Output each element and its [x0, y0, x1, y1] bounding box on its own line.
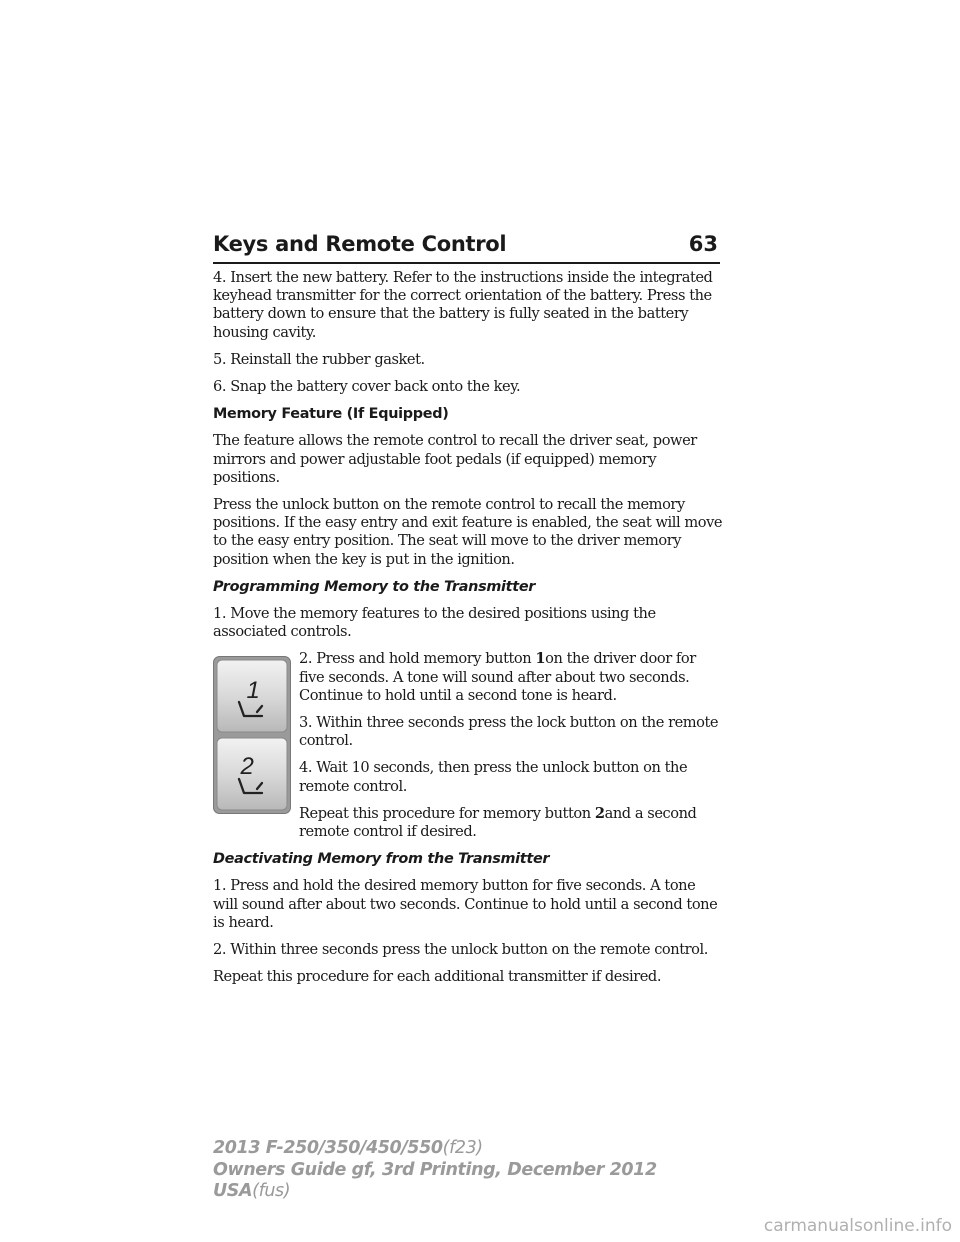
deactivating-repeat: Repeat this procedure for each additional transmitter if desired.: [213, 968, 662, 986]
memory-button-2: [217, 738, 287, 810]
figure-side-text: [299, 650, 723, 841]
footer-model: 2013 F-250/350/450/550: [213, 1138, 443, 1158]
memory-button-2-label: 2: [240, 753, 254, 781]
deactivating-step-1: 1. Press and hold the desired memory button for five seconds. A tone will sound after about two seconds. Continue to hold until a second tone is heard.: [213, 877, 718, 931]
memory-feature-para-1: The feature allows the remote control to recall the driver seat, power mirrors and power adjustable foot pedals (if equipped) memory positions.: [213, 432, 697, 486]
footer-market-code: (fus): [252, 1181, 291, 1201]
step-2-post: on the driver door for five seconds. A tone will sound after about two seconds. Continue to hold until a second tone is heard.: [299, 650, 696, 704]
footer-line-3: [213, 1181, 657, 1203]
programming-step-3: 3. Within three seconds press the lock button on the remote control.: [299, 714, 719, 750]
page-content: [213, 269, 723, 996]
battery-step-4: 4. Insert the new battery. Refer to the instructions inside the integrated keyhead transmitter for the correct orientation of the battery. Press the battery down to ensure that the battery is fully seated in the battery housing cavity.: [213, 269, 713, 341]
step-2-pre: 2. Press and hold memory button: [299, 650, 536, 668]
memory-feature-heading: Memory Feature (If Equipped): [213, 406, 449, 423]
programming-step-1: 1. Move the memory features to the desired positions using the associated controls.: [213, 605, 656, 641]
programming-heading: Programming Memory to the Transmitter: [213, 578, 536, 595]
memory-button-1-label: 1: [246, 677, 260, 705]
section-title: Keys and Remote Control: [213, 232, 507, 256]
footer-line-1: [213, 1138, 657, 1160]
page-footer: [213, 1138, 657, 1203]
footer-market: USA: [213, 1181, 253, 1201]
deactivating-heading: Deactivating Memory from the Transmitter: [213, 851, 550, 868]
repeat-post: and a second remote control if desired.: [299, 804, 697, 841]
repeat-button-number: 2: [594, 804, 605, 822]
programming-repeat: [299, 805, 723, 841]
memory-feature-para-2: Press the unlock button on the remote control to recall the memory positions. If the easy entry and exit feature is enabled, the seat will move to the easy entry position. The seat will move to the driver memory position when the key is put in the ignition.: [213, 496, 723, 568]
step-2-button-number: 1: [535, 650, 546, 668]
memory-button-figure-block: [213, 650, 723, 841]
battery-step-6: 6. Snap the battery cover back onto the key.: [213, 378, 521, 396]
repeat-pre: Repeat this procedure for memory button: [299, 804, 595, 822]
programming-step-4: 4. Wait 10 seconds, then press the unlock button on the remote control.: [299, 759, 688, 795]
deactivating-step-2: 2. Within three seconds press the unlock button on the remote control.: [213, 941, 708, 959]
page-number: 63: [688, 232, 718, 256]
footer-line-2: Owners Guide gf, 3rd Printing, December 2012: [213, 1159, 657, 1180]
programming-step-2: [299, 650, 723, 705]
memory-button-1: [217, 660, 287, 732]
watermark: carmanualsonline.info: [763, 1216, 952, 1236]
footer-model-code: (f23): [442, 1138, 483, 1158]
memory-buttons-figure: [213, 656, 291, 814]
page-header: [213, 232, 720, 264]
battery-step-5: 5. Reinstall the rubber gasket.: [213, 350, 425, 368]
